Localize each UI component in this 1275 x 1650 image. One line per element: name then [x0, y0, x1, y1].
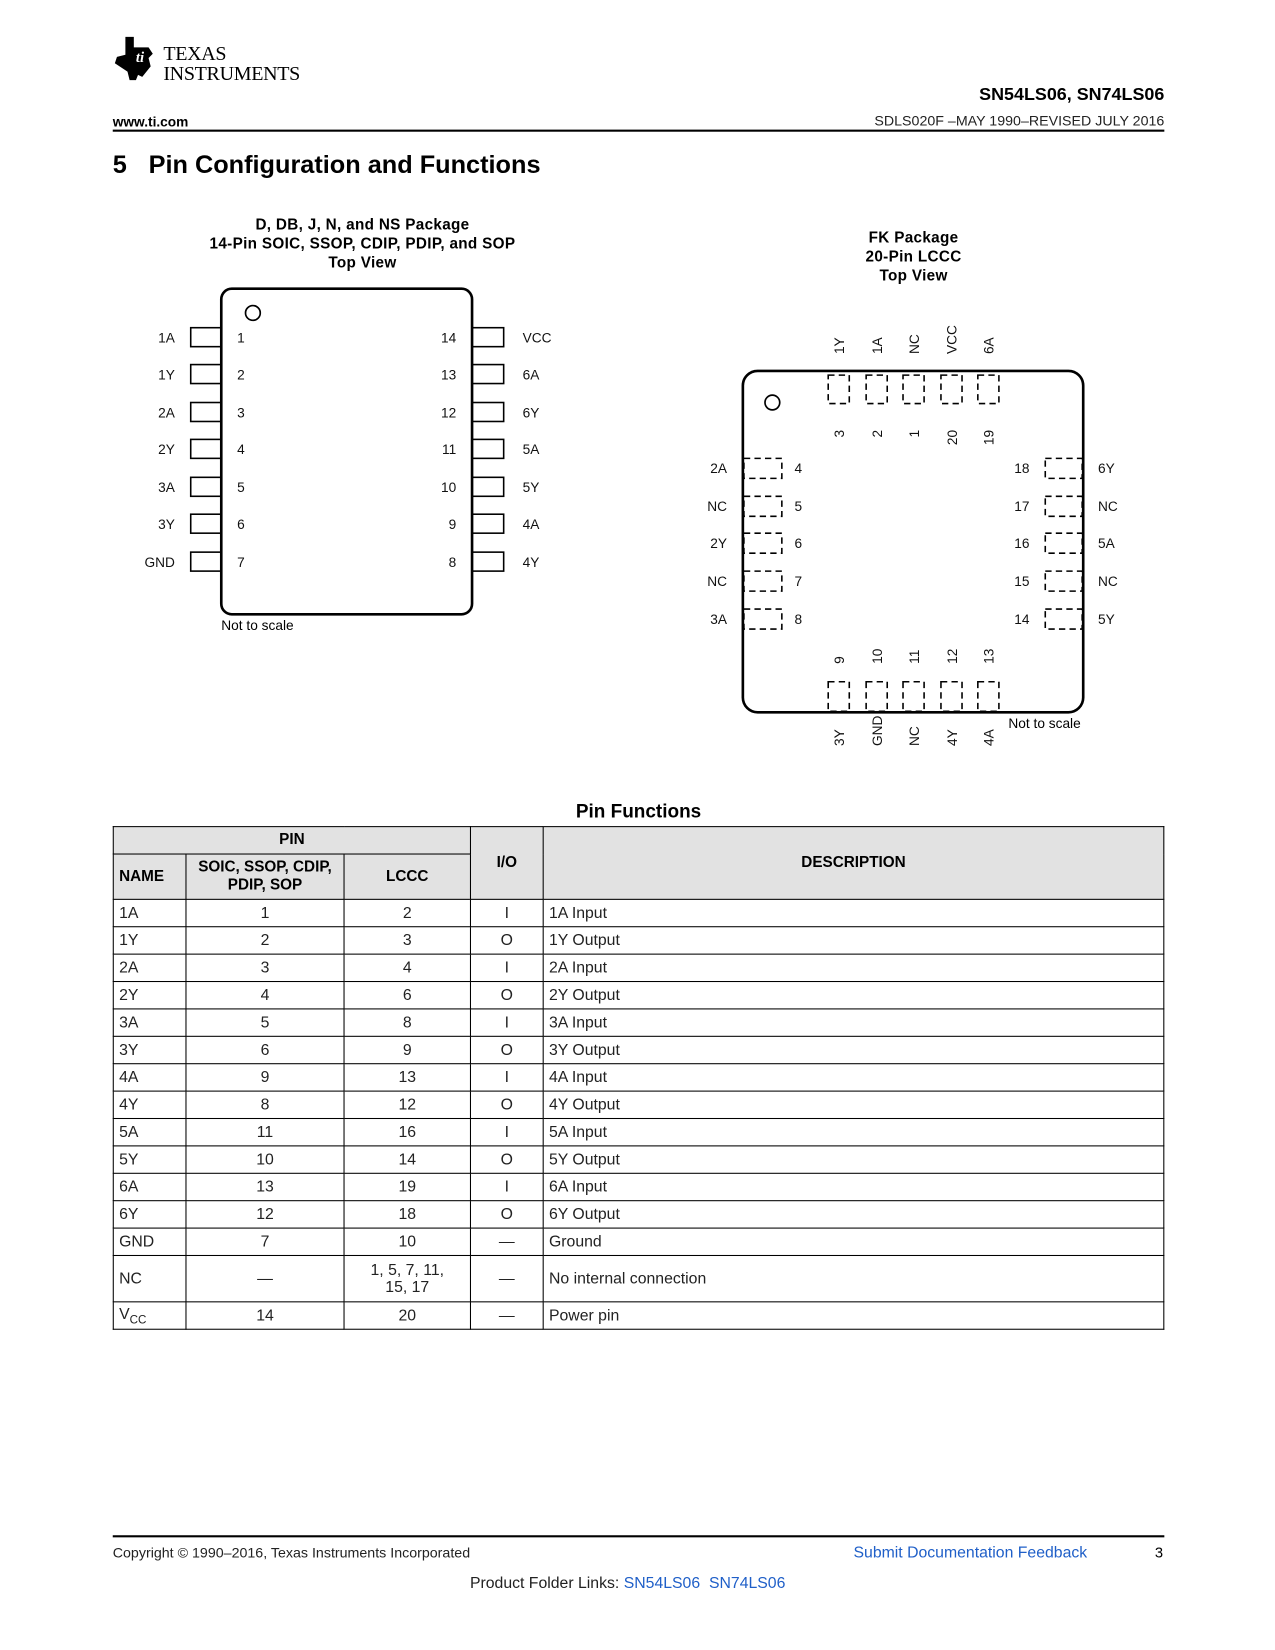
description: 3A Input [543, 1009, 1164, 1036]
lccc-not-to-scale: Not to scale [1008, 715, 1081, 732]
pin-number: 14 [441, 330, 457, 346]
soic-pin: 9 [186, 1064, 344, 1091]
pin-label: 2A [710, 461, 728, 477]
description: 2Y Output [543, 982, 1164, 1009]
pin-label: NC [906, 726, 922, 747]
lccc-pin: 12 [344, 1091, 470, 1118]
pin-label: 5A [522, 442, 540, 458]
lccc-pin: 6 [344, 982, 470, 1009]
soic-caption-1: D, DB, J, N, and NS Package [255, 217, 470, 234]
pin-label: 2A [158, 405, 175, 421]
pin-number: 7 [237, 554, 245, 570]
lccc-pin: 18 [344, 1201, 470, 1228]
description: No internal connection [543, 1255, 1164, 1301]
table-row [113, 1009, 1164, 1036]
submit-feedback-link[interactable]: Submit Documentation Feedback [853, 1543, 1088, 1562]
pin-label: VCC [944, 325, 960, 355]
pin-number: 19 [981, 429, 997, 446]
soic-pin-lead [191, 439, 222, 458]
pin-label: NC [707, 499, 728, 515]
pin-number: 10 [441, 480, 457, 496]
soic-pin: 10 [186, 1146, 344, 1173]
header-lccc: LCCC [344, 854, 470, 899]
pin-name: 1Y [113, 927, 186, 954]
soic-pin-lead [191, 514, 222, 533]
soic-pin-lead [472, 403, 504, 422]
part-numbers: SN54LS06, SN74LS06 [979, 84, 1165, 105]
pin-number: 11 [442, 442, 457, 458]
soic-pin: 13 [186, 1173, 344, 1200]
lccc-pin: 13 [344, 1064, 470, 1091]
lccc-pin-pad [903, 375, 924, 403]
lccc-pin-pad [744, 609, 782, 629]
header-io: I/O [470, 827, 543, 900]
lccc-pin-pad [866, 375, 887, 403]
pin-number: 20 [944, 429, 960, 446]
pin-name: 2A [113, 954, 186, 981]
soic-pin: 8 [186, 1091, 344, 1118]
lccc-pin: 9 [344, 1036, 470, 1063]
pin-number: 8 [794, 611, 803, 627]
lccc-pin-pad [744, 496, 782, 516]
brand-line2: INSTRUMENTS [163, 63, 301, 86]
pin-number: 6 [237, 516, 245, 532]
folder-label: Product Folder Links: [469, 1574, 620, 1593]
pin-number: 2 [869, 429, 885, 438]
soic-pin: 14 [186, 1302, 344, 1329]
pin-number: 4 [237, 442, 245, 458]
table-row [113, 899, 1164, 926]
pin-number: 14 [1014, 611, 1030, 627]
io: I [470, 899, 543, 926]
pin-label: 5Y [1097, 611, 1115, 627]
pin-label: 3Y [158, 516, 175, 532]
description: 2A Input [543, 954, 1164, 981]
pin-name: 2Y [113, 982, 186, 1009]
svg-text:ti: ti [135, 50, 145, 67]
io: O [470, 1091, 543, 1118]
copyright: Copyright © 1990–2016, Texas Instruments Incorporated [112, 1544, 471, 1561]
lccc-pin-pad [828, 682, 849, 712]
lccc-pin-pad [941, 375, 962, 403]
soic-pin: 2 [186, 927, 344, 954]
pin-label: NC [707, 573, 728, 589]
soic-pin: — [186, 1255, 344, 1301]
pin-name: 1A [113, 899, 186, 926]
lccc-pin: 10 [344, 1228, 470, 1255]
lccc-pin-pad [744, 458, 782, 478]
table-title: Pin Functions [575, 800, 702, 822]
description: Power pin [543, 1302, 1164, 1329]
table-row [113, 1201, 1164, 1228]
pin-name: 4A [113, 1064, 186, 1091]
table-row [113, 1119, 1164, 1146]
lccc-caption-3: Top View [879, 267, 948, 285]
pin-name: 3A [113, 1009, 186, 1036]
pin-name: 5Y [113, 1146, 186, 1173]
description: 5A Input [543, 1119, 1164, 1146]
pin-name: 5A [113, 1119, 186, 1146]
lccc-pin: 1, 5, 7, 11, 15, 17 [344, 1255, 470, 1301]
table-row [113, 927, 1164, 954]
description: 1Y Output [543, 927, 1164, 954]
pin-label: 1Y [832, 337, 848, 355]
soic-caption-3: Top View [328, 254, 397, 272]
soic-pin-lead [191, 477, 222, 496]
description: 5Y Output [543, 1146, 1164, 1173]
brand-line1: TEXAS [163, 43, 227, 66]
io: O [470, 927, 543, 954]
footer-rule [113, 1535, 1165, 1537]
soic-pin: 6 [186, 1036, 344, 1063]
description: 6Y Output [543, 1201, 1164, 1228]
lccc-pin: 8 [344, 1009, 470, 1036]
table-row [113, 1091, 1164, 1118]
soic-pin-lead [191, 552, 222, 571]
io: — [470, 1302, 543, 1329]
pin-label: 6A [981, 337, 997, 355]
page-number: 3 [1154, 1543, 1164, 1561]
lccc-pin-pad [1045, 458, 1082, 478]
soic-pin: 11 [186, 1119, 344, 1146]
header-pin: PIN [113, 827, 470, 854]
io: O [470, 1201, 543, 1228]
soic-pin: 5 [186, 1009, 344, 1036]
website-link[interactable]: www.ti.com [112, 113, 189, 130]
description: 4Y Output [543, 1091, 1164, 1118]
soic-pin-lead [191, 403, 222, 422]
lccc-pin-pad [866, 682, 887, 712]
lccc-pin: 14 [344, 1146, 470, 1173]
doc-info: SDLS020F –MAY 1990–REVISED JULY 2016 [874, 112, 1165, 129]
lccc-caption-1: FK Package [868, 229, 959, 247]
lccc-pin-pad [744, 533, 782, 553]
pin-label: 2Y [710, 535, 728, 551]
pin-number: 5 [794, 499, 803, 515]
soic-pin: 7 [186, 1228, 344, 1255]
pin-label: 4Y [944, 729, 960, 747]
pin-number: 3 [237, 405, 245, 421]
pin-label: 3A [158, 480, 175, 496]
soic-pin: 1 [186, 899, 344, 926]
pin-number: 9 [832, 656, 848, 664]
pin-number: 13 [981, 648, 997, 664]
pin-label: 4A [981, 729, 997, 747]
header-soic: SOIC, SSOP, CDIP, PDIP, SOP [186, 854, 344, 899]
pin-label: 5A [1097, 535, 1115, 551]
description: 3Y Output [543, 1036, 1164, 1063]
pin-number: 12 [944, 648, 960, 664]
pin-number: 8 [448, 554, 457, 570]
section-title: Pin Configuration and Functions [148, 150, 541, 180]
lccc-caption-2: 20-Pin LCCC [865, 248, 962, 266]
pin-label: 5Y [522, 480, 540, 496]
pin-name: $V_{CC}$ [113, 1302, 186, 1329]
pin-label: GND [144, 554, 175, 570]
soic-pin-lead [472, 514, 504, 533]
pin-number: 2 [237, 367, 245, 383]
pin-number: 10 [869, 648, 885, 664]
pin-label: NC [906, 334, 922, 355]
pin1-marker-icon [765, 395, 780, 410]
pin-label: NC [1097, 573, 1118, 589]
lccc-pin: 16 [344, 1119, 470, 1146]
lccc-pin-pad [744, 571, 782, 591]
pin-number: 3 [832, 429, 848, 438]
table-row [113, 1255, 1164, 1301]
pin1-marker-icon [246, 306, 261, 321]
io: — [470, 1228, 543, 1255]
description: Ground [543, 1228, 1164, 1255]
pin-name: GND [113, 1228, 186, 1255]
pin-label: 6Y [1097, 461, 1115, 477]
description: 6A Input [543, 1173, 1164, 1200]
pin-number: 1 [237, 330, 245, 346]
soic-pin-lead [472, 328, 504, 347]
io: I [470, 954, 543, 981]
lccc-pin-pad [1045, 533, 1082, 553]
lccc-pin-pad [1045, 496, 1082, 516]
io: O [470, 982, 543, 1009]
pin-label: GND [869, 715, 885, 747]
pin-number: 12 [441, 405, 457, 421]
pin-number: 7 [794, 573, 803, 589]
io: O [470, 1146, 543, 1173]
pin-name: 6Y [113, 1201, 186, 1228]
pin-name: 4Y [113, 1091, 186, 1118]
soic-pin-lead [472, 439, 504, 458]
link-sn74ls06[interactable]: SN74LS06 [708, 1574, 786, 1593]
pin-name: NC [113, 1255, 186, 1301]
soic-package-body [221, 289, 472, 615]
header-name: NAME [113, 854, 186, 899]
pin-number: 4 [794, 461, 803, 477]
soic-pin-lead [472, 552, 504, 571]
pin-number: 15 [1014, 573, 1030, 589]
lccc-pin: 20 [344, 1302, 470, 1329]
soic-pin: 12 [186, 1201, 344, 1228]
lccc-pin: 4 [344, 954, 470, 981]
lccc-pin: 2 [344, 899, 470, 926]
io: O [470, 1036, 543, 1063]
soic-pin-lead [472, 477, 504, 496]
lccc-pin-pad [1045, 571, 1082, 591]
description: 4A Input [543, 1064, 1164, 1091]
pin-number: 13 [441, 367, 457, 383]
io: — [470, 1255, 543, 1301]
table-row [113, 1146, 1164, 1173]
lccc-pin-pad [828, 375, 849, 403]
soic-pin: 3 [186, 954, 344, 981]
table-row [113, 1064, 1164, 1091]
pin-label: 1Y [158, 367, 175, 383]
table-row [113, 1228, 1164, 1255]
section-number: 5 [112, 150, 127, 180]
lccc-pin-pad [978, 682, 999, 712]
lccc-pin-pad [978, 375, 999, 403]
pin-label: 4Y [522, 554, 540, 570]
lccc-pin-pad [903, 682, 924, 712]
pin-number: 5 [237, 480, 245, 496]
pin-label: 3Y [832, 729, 848, 747]
pin-label: 2Y [158, 442, 175, 458]
pin-label: VCC [522, 330, 552, 346]
pin-name: 3Y [113, 1036, 186, 1063]
pin-number: 18 [1014, 461, 1030, 477]
link-sn54ls06[interactable]: SN54LS06 [623, 1574, 701, 1593]
lccc-pin-pad [1045, 609, 1082, 629]
lccc-pin: 3 [344, 927, 470, 954]
io: I [470, 1064, 543, 1091]
description: 1A Input [543, 899, 1164, 926]
pin-number: 1 [906, 429, 922, 438]
pin-name: 6A [113, 1173, 186, 1200]
pin-label: NC [1097, 499, 1118, 515]
table-row [113, 1173, 1164, 1200]
pin-label: 3A [710, 611, 728, 627]
soic-pin-lead [191, 365, 222, 384]
pin-number: 17 [1014, 499, 1030, 515]
pin-number: 11 [906, 649, 922, 664]
pin-number: 16 [1014, 535, 1030, 551]
table-row [113, 954, 1164, 981]
pinout-diagrams [0, 0, 1275, 801]
lccc-pin-pad [941, 682, 962, 712]
io: I [470, 1119, 543, 1146]
table-row [113, 982, 1164, 1009]
pin-label: 1A [869, 337, 885, 355]
pin-label: 1A [158, 330, 175, 346]
header-description: DESCRIPTION [543, 827, 1164, 900]
io: I [470, 1173, 543, 1200]
soic-pin-lead [191, 328, 222, 347]
pin-label: 4A [522, 516, 540, 532]
soic-pin-lead [472, 365, 504, 384]
soic-caption-2: 14-Pin SOIC, SSOP, CDIP, PDIP, and SOP [209, 236, 516, 253]
pin-number: 6 [794, 535, 803, 551]
soic-pin: 4 [186, 982, 344, 1009]
table-row [113, 1036, 1164, 1063]
soic-not-to-scale: Not to scale [221, 617, 294, 634]
table-row [113, 1302, 1164, 1329]
io: I [470, 1009, 543, 1036]
pin-label: 6A [522, 367, 540, 383]
pin-functions-table [113, 826, 1165, 1330]
lccc-pin: 19 [344, 1173, 470, 1200]
product-folder-links [470, 1574, 785, 1592]
pin-number: 9 [448, 516, 457, 532]
pin-label: 6Y [522, 405, 540, 421]
